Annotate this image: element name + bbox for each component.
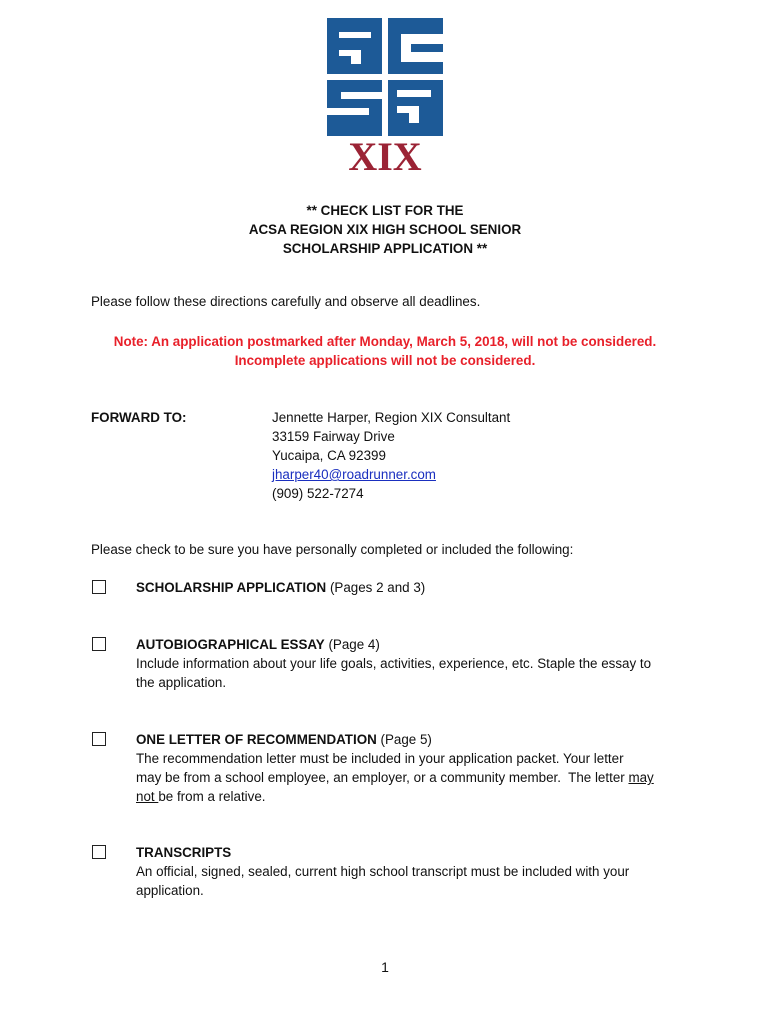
page-number: 1 [381,959,389,975]
emphasis-may: may [628,770,654,785]
item-description-line: the application. [136,675,227,690]
forward-phone: (909) 522-7274 [272,486,364,501]
deadline-note: Note: An application postmarked after Monday, March 5, 2018, will not be considered. [113,334,657,349]
item-pages: (Page 5) [376,732,432,747]
intro-text: Please follow these directions carefully and observe all deadlines. [91,294,481,309]
title-line-3: SCHOLARSHIP APPLICATION ** [282,241,488,256]
checklist-intro: Please check to be sure you have personally completed or included the following: [91,542,574,557]
logo-region-text: XIX [348,134,422,172]
item-transcripts [136,843,231,862]
item-description-line: The recommendation letter must be included in your application packet. Your letter [136,751,624,766]
item-description-line: An official, signed, sealed, current high school transcript must be included with your [136,864,630,879]
checkbox-recommendation-letter[interactable] [92,732,106,746]
item-description-line: Include information about your life goals, activities, experience, etc. Staple the essay to [136,656,652,671]
item-autobiographical-essay [136,635,380,654]
item-description-line [136,768,654,787]
item-description-line [136,787,266,806]
checkbox-autobiographical-essay[interactable] [92,637,106,651]
forward-name: Jennette Harper, Region XIX Consultant [272,410,511,425]
title-line-1: ** CHECK LIST FOR THE [306,203,464,218]
forward-label: FORWARD TO: [91,410,187,425]
forward-city: Yucaipa, CA 92399 [272,448,386,463]
forward-street: 33159 Fairway Drive [272,429,395,444]
title-line-2: ACSA REGION XIX HIGH SCHOOL SENIOR [248,222,522,237]
item-title: SCHOLARSHIP APPLICATION [136,580,327,595]
checkbox-scholarship-application[interactable] [92,580,106,594]
incomplete-note: Incomplete applications will not be considered. [234,353,536,368]
forward-email-link[interactable]: jharper40@roadrunner.com [272,467,436,482]
item-scholarship-application [136,578,425,597]
emphasis-not: not [136,789,159,804]
acsa-logo [327,18,443,172]
item-recommendation-letter [136,730,432,749]
item-description-line: application. [136,883,204,898]
item-pages: (Pages 2 and 3) [326,580,426,595]
item-title: AUTOBIOGRAPHICAL ESSAY [136,637,325,652]
item-pages: (Page 4) [324,637,380,652]
checkbox-transcripts[interactable] [92,845,106,859]
item-title: TRANSCRIPTS [136,845,232,860]
description-text: may be from a school employee, an employer, or a community member. The letter [136,770,629,785]
item-title: ONE LETTER OF RECOMMENDATION [136,732,377,747]
description-text: be from a relative. [158,789,266,804]
